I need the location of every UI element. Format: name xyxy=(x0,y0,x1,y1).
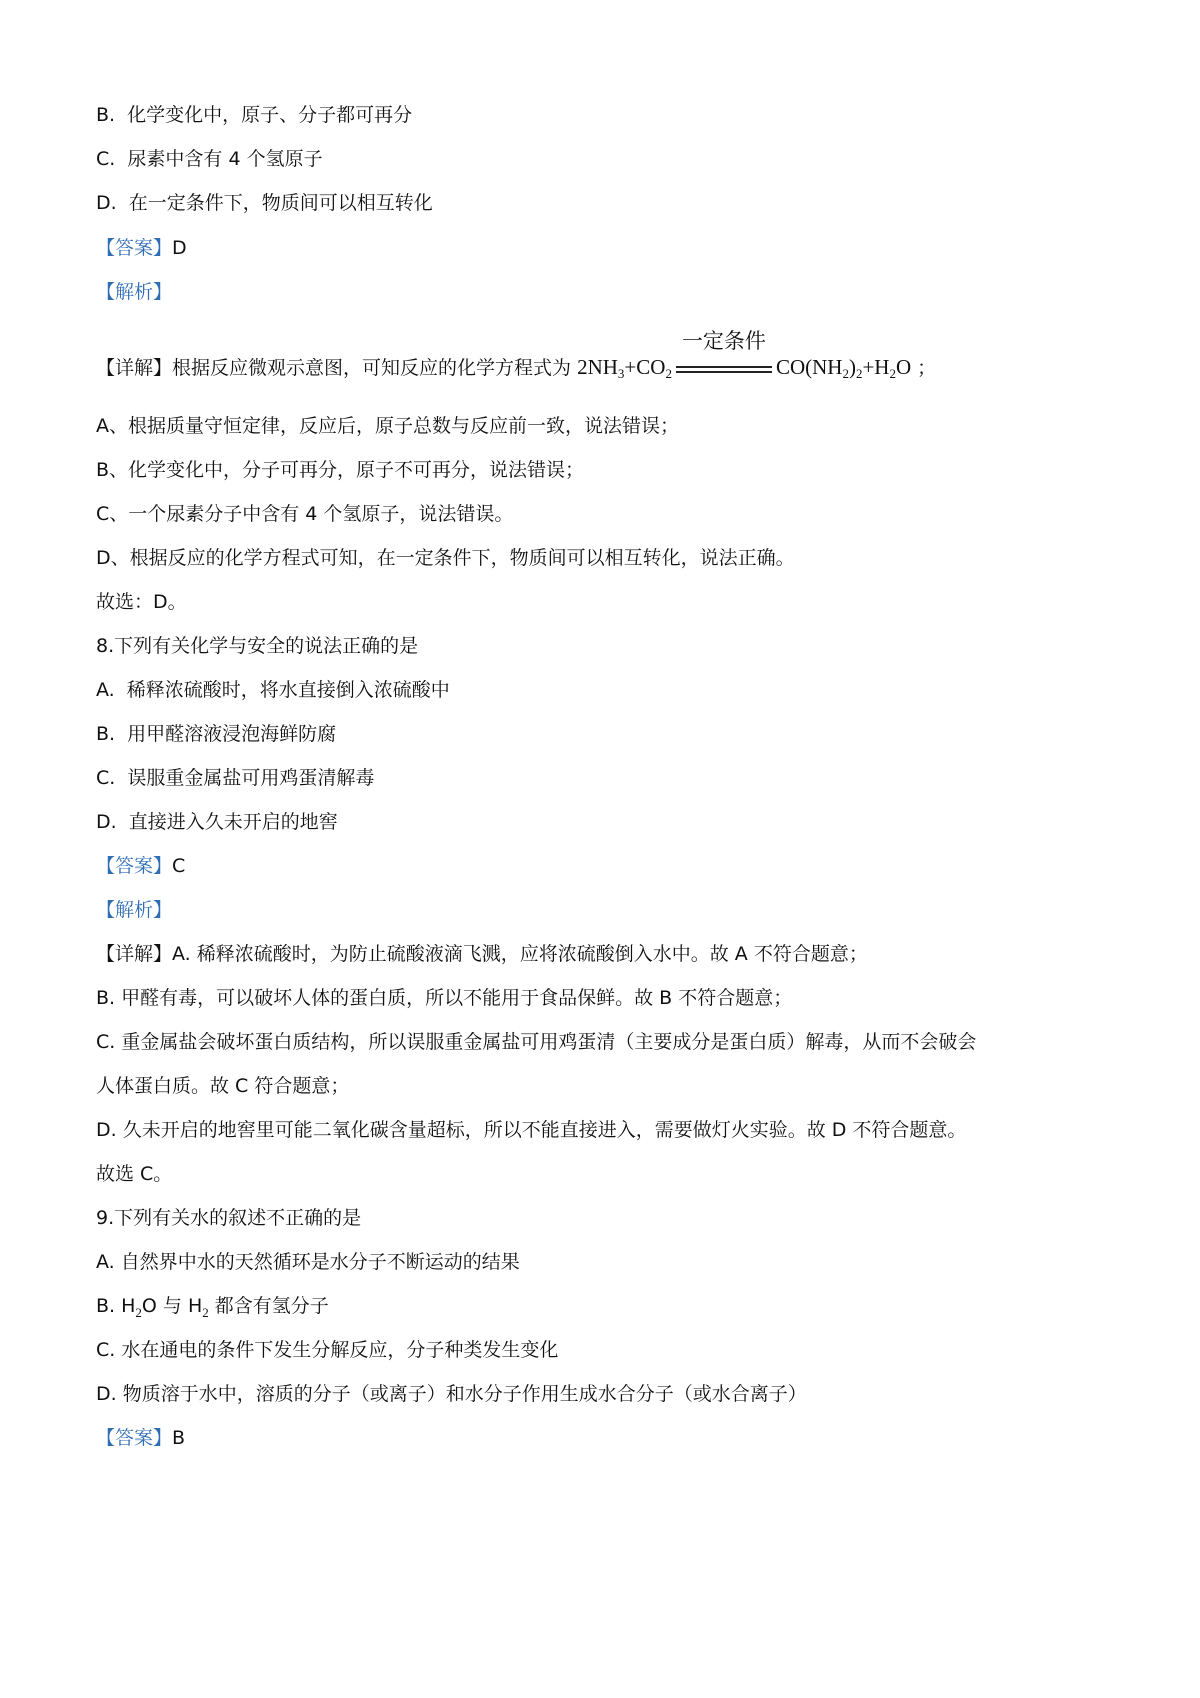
q7-analysis-label: 【解析】 xyxy=(96,281,173,303)
q9-option-b: B. $H_2O$ 与 $H_2$ 都含有氢分子 xyxy=(96,1295,329,1320)
chemical-equation: $2NH_3+CO_2$ 一定条件 $CO(NH_2)_2+H_2O$ xyxy=(577,329,912,381)
answer-label: 【答案】 xyxy=(96,1427,173,1449)
q8-answer: 【答案】C xyxy=(96,855,186,877)
q8-stem: 8.下列有关化学与安全的说法正确的是 xyxy=(96,635,419,657)
q9-option-a: A. 自然界中水的天然循环是水分子不断运动的结果 xyxy=(96,1251,520,1273)
q9-stem: 9.下列有关水的叙述不正确的是 xyxy=(96,1207,362,1229)
q7-answer: 【答案】D xyxy=(96,237,187,259)
q8-option-b: B. 用甲醛溶液浸泡海鲜防腐 xyxy=(96,723,337,745)
q8-analysis-label: 【解析】 xyxy=(96,899,173,921)
q7-explanation-c: C、一个尿素分子中含有 4 个氢原子，说法错误。 xyxy=(96,503,514,525)
q8-detail: 【详解】A. 稀释浓硫酸时，为防止硫酸液滴飞溅，应将浓硫酸倒入水中。故 A 不符合题意； xyxy=(96,943,868,965)
q9-option-c: C. 水在通电的条件下发生分解反应，分子种类发生变化 xyxy=(96,1339,559,1361)
q7-option-d: D. 在一定条件下，物质间可以相互转化 xyxy=(96,192,433,214)
q8-conclusion: 故选 C。 xyxy=(96,1163,173,1185)
detail-label: 【详解】 xyxy=(96,943,173,965)
q8-explanation-c: C. 重金属盐会破坏蛋白质结构，所以误服重金属盐可用鸡蛋清（主要成分是蛋白质）解毒，从而不会破会 xyxy=(96,1031,977,1053)
answer-label: 【答案】 xyxy=(96,855,173,877)
q8-option-c: C. 误服重金属盐可用鸡蛋清解毒 xyxy=(96,767,375,789)
q9-option-d: D. 物质溶于水中，溶质的分子（或离子）和水分子作用生成水合分子（或水合离子） xyxy=(96,1383,807,1405)
q8-option-a: A. 稀释浓硫酸时，将水直接倒入浓硫酸中 xyxy=(96,679,450,701)
q7-conclusion: 故选：D。 xyxy=(96,591,187,613)
q7-explanation-b: B、化学变化中，分子可再分，原子不可再分，说法错误； xyxy=(96,459,585,481)
reaction-condition-arrow: 一定条件 xyxy=(676,357,772,381)
q7-explanation-a: A、根据质量守恒定律，反应后，原子总数与反应前一致，说法错误； xyxy=(96,415,679,437)
q7-explanation-d: D、根据反应的化学方程式可知，在一定条件下，物质间可以相互转化，说法正确。 xyxy=(96,547,795,569)
q7-detail: 【详解】根据反应微观示意图，可知反应的化学方程式为 $2NH_3+CO_2$ 一定条件 $CO(NH_2)_2+H_2O$ ； xyxy=(96,329,937,381)
detail-label: 【详解】 xyxy=(96,357,173,379)
q7-option-c: C. 尿素中含有 4 个氢原子 xyxy=(96,148,323,170)
q9-answer: 【答案】B xyxy=(96,1427,186,1449)
q8-explanation-b: B. 甲醛有毒，可以破坏人体的蛋白质，所以不能用于食品保鲜。故 B 不符合题意； xyxy=(96,987,793,1009)
q8-explanation-c-cont: 人体蛋白质。故 C 符合题意； xyxy=(96,1075,350,1097)
q7-option-b: B. 化学变化中，原子、分子都可再分 xyxy=(96,104,413,126)
q8-option-d: D. 直接进入久未开启的地窖 xyxy=(96,811,338,833)
q8-explanation-d: D. 久未开启的地窖里可能二氧化碳含量超标，所以不能直接进入，需要做灯火实验。故 D 不符合题意。 xyxy=(96,1119,967,1141)
answer-label: 【答案】 xyxy=(96,237,173,259)
